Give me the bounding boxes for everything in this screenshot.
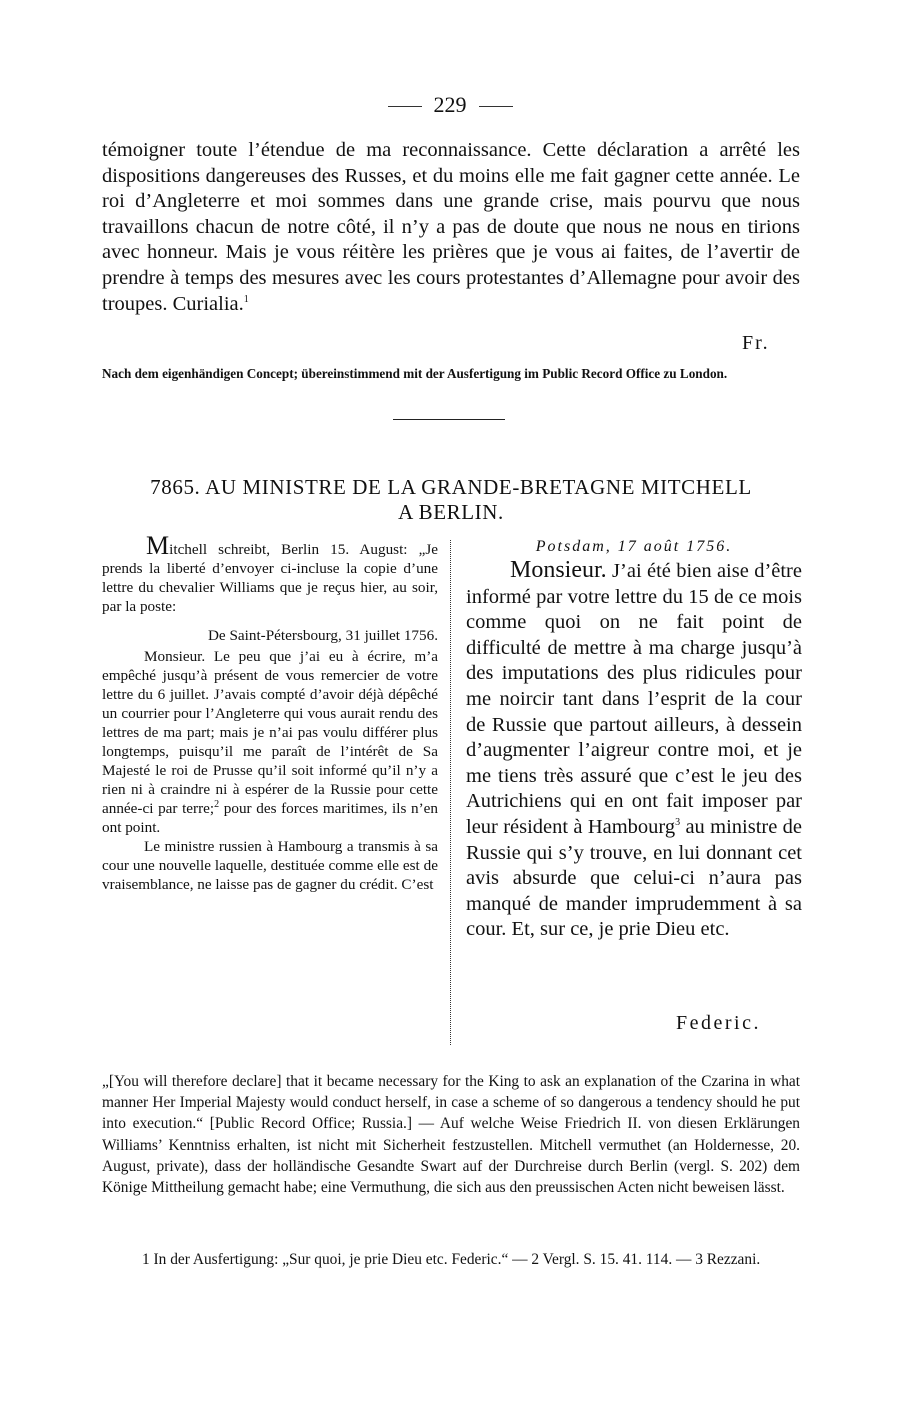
left-column — [102, 531, 439, 894]
salutation: Monsieur. — [510, 557, 607, 583]
signature-fr: Fr. — [742, 332, 770, 354]
header-rule-right — [479, 106, 513, 107]
footnote-ref-2: 2 — [214, 798, 220, 810]
williams-dateline: De Saint-Pétersbourg, 31 juillet 1756. — [207, 627, 438, 644]
place-date: Potsdam, 17 août 1756. — [535, 538, 733, 555]
intro-text: itchell schreibt, Berlin 15. August: „Je prends la liberté d’envoyer ci-incluse la copie d’une lettre du chevalier Williams que je reçus hier, au soir, par la poste: — [102, 541, 438, 615]
header-rule-left — [388, 106, 422, 107]
letter-end-paragraph — [102, 138, 800, 317]
footnote-continuation: „[You will therefore declare] that it became necessary for the King to ask an explanation of the Czarina in what manner Her Imperial Majesty would conduct herself, in case a scheme of so dangerous a tendency should he put into execution.“ [Public Record Office; Russia.] — Auf welche Weise Friedrich II. von diesen Erklärungen Williams’ Kenntniss erhalten, ist nicht mit Sicherheit festzustellen. Mitchell vermuthet (an Holdernesse, 20. August, private), dass der holländische Gesandte Swart auf der Durchreise durch Berlin (vergl. S. 202) dem Könige Mittheilung gemacht habe; eine Vermuthung, die sich aus den preussischen Acten nicht beweisen lässt. — [102, 1073, 800, 1197]
footnote-ref-1: 1 — [243, 293, 249, 305]
column-divider — [450, 540, 451, 1045]
letter-text-tail: au ministre de Russie qui s’y trouve, en lui donnant cet avis absurde que celui-ci n’aura pas manqué de mander imprudemment à sa cour. Et, sur ce, je prie Dieu etc. — [466, 815, 802, 941]
footnotes: 1 In der Ausfertigung: „Sur quoi, je prie Dieu etc. Federic.“ — 2 Vergl. S. 15. 41. 114. — 3 Rezzani. — [142, 1251, 761, 1268]
right-column — [466, 536, 802, 943]
section-separator — [393, 419, 505, 420]
initial-letter: M — [146, 531, 170, 560]
page-header — [0, 92, 900, 118]
williams-paragraph-2: Le ministre russien à Hambourg a transmis à sa cour une nouvelle laquelle, destituée comme elle est de vraisemblance, ne laisse pas de gagner du crédit. C’est — [102, 838, 438, 893]
williams-paragraph-1 — [102, 647, 438, 837]
letter-end-text: témoigner toute l’étendue de ma reconnaissance. Cette déclaration a arrêté les dispositions dangereuses des Russes, et du moins elle me fait gagner cette année. Le roi d’Angleterre et moi sommes dans une grande crise, mais pourvu que nous travaillons chacun de notre côté, il n’y a pas de doute que nous ne nous en tirions avec honneur. Mais je vous réitère les prières que je vous ai faites, de l’avertir de prendre à temps des mesures avec les cours protestantes d’Allemagne pour avoir des troupes. Curialia. — [102, 139, 800, 315]
para1-text: Monsieur. Le peu que j’ai eu à écrire, m’a empêché jusqu’à présent de vous remercier de votre lettre du 6 juillet. J’avais compté d’avoir déjà dépêché un courrier pour l’Angleterre qui vous aurait rendu des lettres de ma part; mais je n’ai pas voulu différer plus longtemps, puisqu’il me paraît de l’intérêt de Sa Majesté le roi de Prusse qu’il soit informé qu’il n’y a rien ni à craindre ni à espérer de la Russie pour cette année-ci par terre; — [102, 648, 438, 817]
mitchell-intro — [102, 531, 438, 616]
para1-tail: pour des forces maritimes, ils n’en ont point. — [102, 800, 439, 836]
signature-federic: Federic. — [676, 1012, 761, 1034]
heading-line-2: A BERLIN. — [398, 500, 504, 524]
frederic-letter — [466, 558, 802, 943]
letter-heading — [102, 475, 800, 525]
page-number: 229 — [433, 92, 467, 117]
footnote-ref-3: 3 — [675, 817, 681, 829]
heading-line-1: 7865. AU MINISTRE DE LA GRANDE-BRETAGNE MITCHELL — [150, 475, 752, 499]
letter-text: J’ai été bien aise d’être informé par votre lettre du 15 de ce mois comme quoi on ne fait point de difficulté de mettre à ma charge jusqu’à des imputations des plus ridicules pour me noircir tant dans l’esprit de la cour de Russie que partout ailleurs, à dessein d’augmenter l’aigreur contre moi, et je me tiens très assuré que c’est le jeu des Autrichiens qui en ont fait imposer par leur résident à Hambourg — [466, 560, 802, 838]
source-note: Nach dem eigenhändigen Concept; übereinstimmend mit der Ausfertigung im Public Record Office zu London. — [102, 366, 728, 381]
